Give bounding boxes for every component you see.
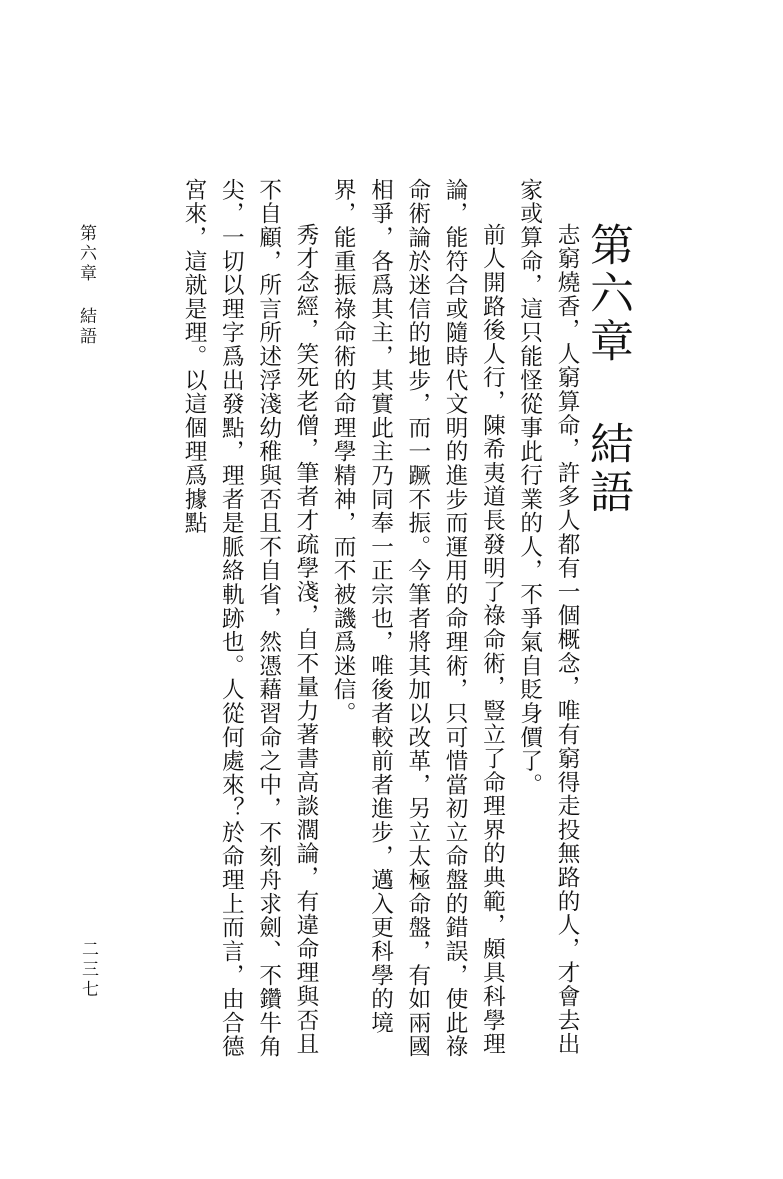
paragraph-1: 志窮燒香，人窮算命，許多人都有一個概念，唯有窮得走投無路的人，才會去出家或算命，這只能怪從事此行業的人，不爭氣自貶身價了。	[516, 178, 580, 1057]
paragraph-2: 前人開路後人行，陳希夷道長發明了祿命術，豎立了命理界的典範，頗具科學理論，能符合或隨時代文明的進步而運用的命理術，只可惜當初立命盤的錯誤，使此祿命術論於迷信的地步，而一蹶不振。今筆者將其加以改革，另立太極命盤，有如兩國相爭，各爲其主，其實此主乃同奉一正宗也，唯後者較前者進步，邁入更科學的境界，能重振祿命術的命理學精神，而不被譏爲迷信。	[330, 178, 506, 1059]
page-number: 二三七	[78, 940, 98, 1000]
paragraph-3: 秀才念經，笑死老僧，筆者才疏學淺，自不量力著書高談濶論，有違命理與否且不自顧，所言所述浮淺幼稚與否且不自省，然憑藉習命之中，不刻舟求劍、不鑽牛角尖，一切以理字爲出發點，理者是脈絡軌跡也。人從何處來？於命理上而言，由合德宮來，這就是理。以這個理爲據點	[181, 178, 319, 1059]
chapter-title: 第六章 結語	[582, 222, 633, 517]
body-text	[175, 178, 585, 1078]
running-head: 第六章 結語	[76, 224, 96, 347]
